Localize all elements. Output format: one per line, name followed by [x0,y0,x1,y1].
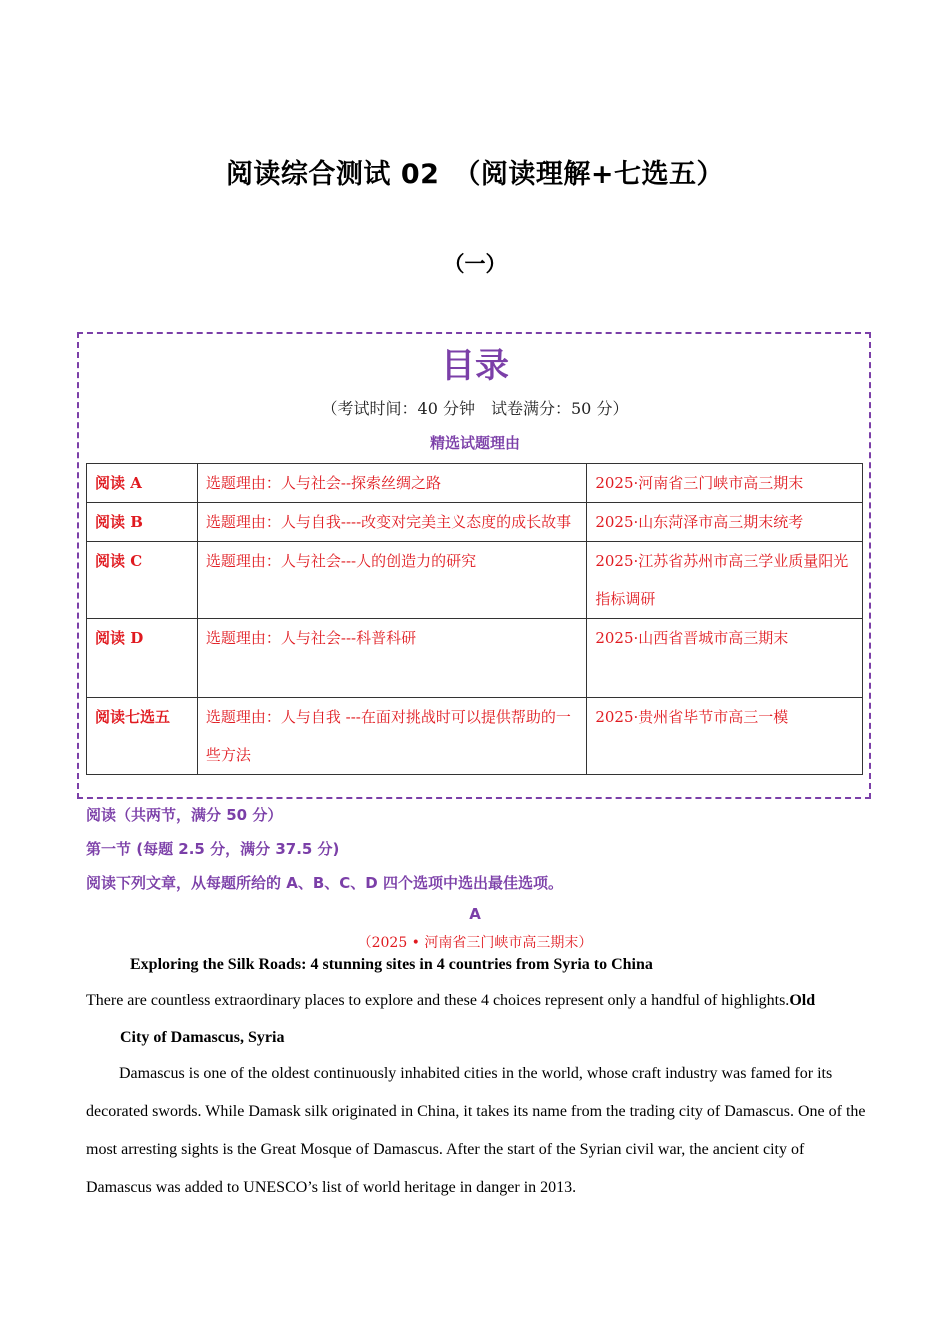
table-row [87,542,863,619]
toc-row-label: 阅读 C [87,542,198,619]
document-title: 阅读综合测试 02 （阅读理解+七选五） [225,159,725,190]
toc-row-source: 2025·山西省晋城市高三期末 [587,619,863,698]
toc-row-label: 阅读 B [87,503,198,542]
toc-row-reason: 选题理由：人与社会---科普科研 [197,619,586,698]
passage-paragraph: Damascus is one of the oldest continuously inhabited cities in the world, whose craft industry was famed for its decorated swords. While Damask silk originated in China, it takes its name from the trading city of Damascus. One of the most arresting sights is the Great Mosque of Damascus. After the start of the Syrian civil war, the ancient city of Damascus was added to UNESCO’s list of world heritage in danger in 2013. [86,1065,866,1196]
toc-row-source: 2025·贵州省毕节市高三一模 [587,698,863,775]
passage-intro [86,982,866,1020]
passage-source: （2025 • 河南省三门峡市高三期末） [357,935,593,951]
passage-title: Exploring the Silk Roads: 4 stunning sites in 4 countries from Syria to China [130,956,653,973]
exam-info: （考试时间：40 分钟 试卷满分：50 分） [321,399,629,418]
toc-row-label: 阅读 A [87,464,198,503]
toc-row-source: 2025·河南省三门峡市高三期末 [587,464,863,503]
toc-heading: 目录 [441,346,509,386]
part-title: 阅读（共两节，满分 50 分） [86,806,283,824]
toc-row-reason: 选题理由：人与社会---人的创造力的研究 [197,542,586,619]
site-heading: City of Damascus, Syria [120,1029,285,1046]
passage-letter: A [469,905,481,923]
toc-row-label: 阅读 D [87,619,198,698]
instruction: 阅读下列文章，从每题所给的 A、B、C、D 四个选项中选出最佳选项。 [86,874,563,892]
section-one-title: 第一节 (每题 2.5 分，满分 37.5 分) [86,840,340,858]
toc-row-label: 阅读七选五 [87,698,198,775]
toc-table [86,463,863,775]
reason-title: 精选试题理由 [429,434,520,452]
table-row [87,503,863,542]
toc-row-reason: 选题理由：人与自我----改变对完美主义态度的成长故事 [197,503,586,542]
toc-row-source: 2025·山东菏泽市高三期末统考 [587,503,863,542]
toc-row-reason: 选题理由：人与自我 ---在面对挑战时可以提供帮助的一些方法 [197,698,586,775]
toc-row-source: 2025·江苏省苏州市高三学业质量阳光指标调研 [587,542,863,619]
table-row [87,619,863,698]
toc-row-reason: 选题理由：人与社会--探索丝绸之路 [197,464,586,503]
document-subtitle: （一） [443,252,507,276]
site-heading-start: Old [789,992,816,1009]
table-row [87,698,863,775]
intro-text: There are countless extraordinary places to explore and these 4 choices represent only a handful of highlights. [86,992,790,1009]
table-row [87,464,863,503]
